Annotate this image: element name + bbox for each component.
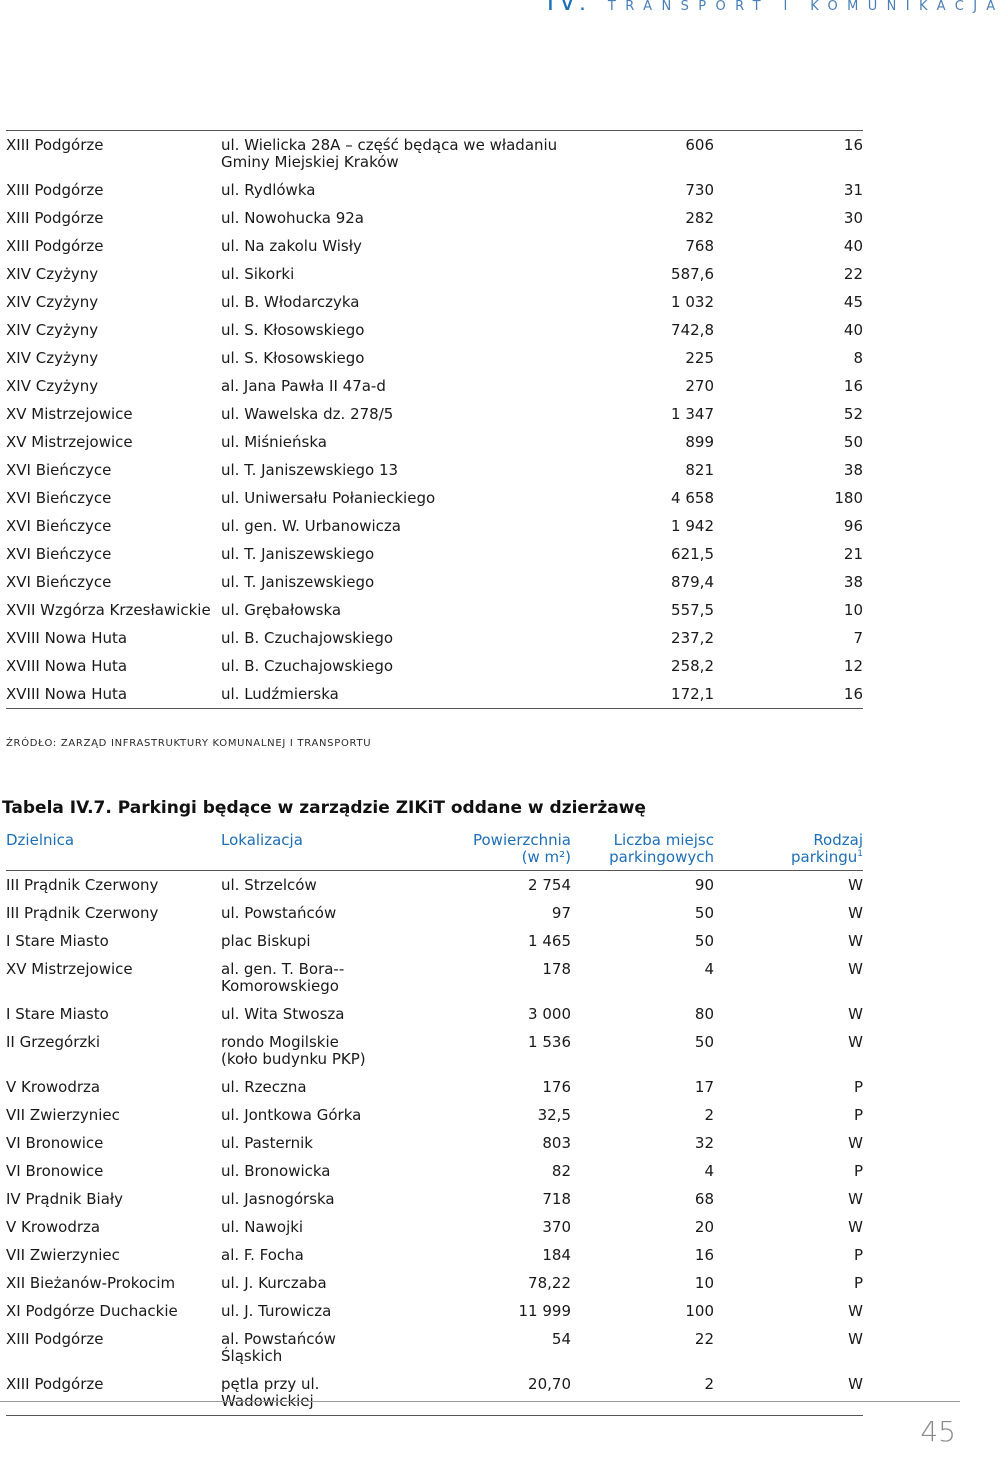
cell-location: ul. Wita Stwosza	[221, 1005, 345, 1023]
cell-area: 32,5	[537, 1106, 571, 1124]
table-caption: Tabela IV.7. Parkingi będące w zarządzie ZIKiT oddane w dzierżawę	[2, 798, 646, 818]
cell-area: 97	[551, 904, 571, 922]
cell-spaces: 50	[694, 932, 714, 950]
cell-spaces: 100	[685, 1302, 714, 1320]
cell-location: ul. Ludźmierska	[221, 680, 571, 709]
cell-district: XVI Bieńczyce	[6, 517, 112, 535]
cell-area: 1 032	[671, 293, 714, 311]
cell-area: 172,1	[571, 680, 714, 709]
cell-spaces: 45	[843, 293, 863, 311]
cell-area: 270	[685, 377, 714, 395]
table-row	[6, 456, 863, 484]
footnote-marker: 1	[857, 849, 863, 859]
cell-area: 258,2	[671, 657, 714, 675]
cell-area: 370	[542, 1218, 571, 1236]
cell-location: ul. T. Janiszewskiego 13	[221, 461, 399, 479]
cell-spaces: 2	[571, 1370, 714, 1416]
page-number: 45	[920, 1415, 956, 1448]
cell-location: rondo Mogilskie (koło budynku PKP)	[221, 1033, 366, 1068]
cell-area: 821	[685, 461, 714, 479]
cell-area: 621,5	[671, 545, 714, 563]
cell-type: W	[848, 1330, 863, 1348]
cell-area: 587,6	[671, 265, 714, 283]
cell-area: 803	[542, 1134, 571, 1152]
cell-area: 1 942	[671, 517, 714, 535]
cell-spaces: 52	[843, 405, 863, 423]
cell-spaces: 40	[843, 237, 863, 255]
cell-spaces: 10	[843, 601, 863, 619]
cell-spaces: 22	[694, 1330, 714, 1348]
header-location: Lokalizacja	[221, 832, 371, 871]
cell-district: XVIII Nowa Huta	[6, 629, 128, 647]
cell-type: P	[853, 1274, 863, 1292]
cell-district: VI Bronowice	[6, 1134, 104, 1152]
cell-district: VII Zwierzyniec	[6, 1246, 120, 1264]
cell-location: ul. Pasternik	[221, 1134, 313, 1152]
table-row	[6, 316, 863, 344]
cell-spaces: 50	[694, 1033, 714, 1051]
cell-area: 11 999	[518, 1302, 571, 1320]
cell-district: I Stare Miasto	[6, 1005, 109, 1023]
cell-spaces: 12	[843, 657, 863, 675]
table-row	[6, 1000, 863, 1028]
cell-district: V Krowodrza	[6, 1078, 101, 1096]
cell-area: 282	[685, 209, 714, 227]
cell-area: 557,5	[671, 601, 714, 619]
table-row	[6, 927, 863, 955]
cell-district: IV Prądnik Biały	[6, 1190, 124, 1208]
cell-area: 899	[685, 433, 714, 451]
cell-spaces: 38	[843, 461, 863, 479]
cell-spaces: 10	[694, 1274, 714, 1292]
table-row	[6, 1185, 863, 1213]
cell-district: XIII Podgórze	[6, 237, 104, 255]
cell-location: ul. Uniwersału Połanieckiego	[221, 489, 436, 507]
cell-district: XVI Bieńczyce	[6, 545, 112, 563]
table-row	[6, 1213, 863, 1241]
cell-type: P	[853, 1078, 863, 1096]
cell-district: XIII Podgórze	[6, 181, 104, 199]
cell-spaces: 30	[843, 209, 863, 227]
table-row	[6, 204, 863, 232]
cell-spaces: 90	[694, 876, 714, 894]
cell-location: ul. Wielicka 28A – część będąca we władaniu Gminy Miejskiej Kraków	[221, 136, 558, 171]
cell-district: XVI Bieńczyce	[6, 573, 112, 591]
table-row	[6, 372, 863, 400]
table-row	[6, 131, 863, 177]
cell-type: W	[848, 960, 863, 978]
cell-district: XVII Wzgórza Krzesławickie	[6, 601, 211, 619]
cell-district: XVI Bieńczyce	[6, 489, 112, 507]
cell-district: XIV Czyżyny	[6, 377, 99, 395]
leased-parking-table	[6, 832, 863, 1416]
cell-location: ul. Jasnogórska	[221, 1190, 335, 1208]
cell-spaces: 7	[853, 629, 863, 647]
cell-area: 178	[542, 960, 571, 978]
cell-location: ul. Powstańców	[221, 904, 337, 922]
running-header	[548, 0, 1005, 20]
table-row	[6, 1028, 863, 1073]
cell-spaces: 22	[843, 265, 863, 283]
cell-location: ul. Rydlówka	[221, 181, 316, 199]
cell-area: 879,4	[671, 573, 714, 591]
cell-spaces: 16	[714, 680, 863, 709]
cell-area: 3 000	[528, 1005, 571, 1023]
cell-district: XVI Bieńczyce	[6, 461, 112, 479]
cell-area: 184	[542, 1246, 571, 1264]
cell-district: XIV Czyżyny	[6, 321, 99, 339]
cell-district: II Grzegórzki	[6, 1033, 101, 1051]
cell-location: ul. S. Kłosowskiego	[221, 349, 365, 367]
cell-location: ul. Nowohucka 92a	[221, 209, 364, 227]
cell-district: XI Podgórze Duchackie	[6, 1302, 178, 1320]
cell-area: 606	[685, 136, 714, 154]
table-row	[6, 568, 863, 596]
cell-district: XV Mistrzejowice	[6, 960, 133, 978]
cell-area: 742,8	[671, 321, 714, 339]
cell-spaces: 2	[704, 1106, 714, 1124]
cell-type: W	[848, 1134, 863, 1152]
cell-area: 1 536	[528, 1033, 571, 1051]
cell-area: 1 465	[528, 932, 571, 950]
table-row	[6, 484, 863, 512]
table-row	[6, 428, 863, 456]
cell-location: al. F. Focha	[221, 1246, 304, 1264]
cell-area: 237,2	[671, 629, 714, 647]
cell-spaces: 50	[843, 433, 863, 451]
table-row	[6, 596, 863, 624]
cell-district: III Prądnik Czerwony	[6, 876, 159, 894]
cell-spaces: 31	[843, 181, 863, 199]
table-row	[6, 1370, 863, 1416]
cell-spaces: 17	[694, 1078, 714, 1096]
cell-type: P	[853, 1162, 863, 1180]
header-area: Powierzchnia (w m²)	[371, 832, 571, 871]
cell-type: W	[848, 1218, 863, 1236]
table-row	[6, 512, 863, 540]
table-row	[6, 288, 863, 316]
cell-area: 4 658	[671, 489, 714, 507]
cell-area: 54	[551, 1330, 571, 1348]
table-row	[6, 1269, 863, 1297]
cell-location: plac Biskupi	[221, 932, 311, 950]
cell-location: ul. Wawelska dz. 278/5	[221, 405, 394, 423]
cell-location: ul. B. Włodarczyka	[221, 293, 360, 311]
table-row	[6, 176, 863, 204]
cell-spaces: 8	[853, 349, 863, 367]
cell-spaces: 21	[843, 545, 863, 563]
table-row	[6, 871, 863, 900]
cell-spaces: 50	[694, 904, 714, 922]
table-row	[6, 652, 863, 680]
cell-area: 20,70	[371, 1370, 571, 1416]
cell-location: ul. Grębałowska	[221, 601, 342, 619]
cell-spaces: 32	[694, 1134, 714, 1152]
cell-spaces: 20	[694, 1218, 714, 1236]
cell-type: W	[848, 876, 863, 894]
table-row	[6, 1073, 863, 1101]
cell-location: ul. gen. W. Urbanowicza	[221, 517, 401, 535]
header-district: Dzielnica	[6, 832, 221, 871]
cell-district: XIV Czyżyny	[6, 349, 99, 367]
cell-area: 2 754	[528, 876, 571, 894]
cell-area: 718	[542, 1190, 571, 1208]
cell-spaces: 4	[704, 1162, 714, 1180]
cell-location: ul. Jontkowa Górka	[221, 1106, 362, 1124]
cell-area: 78,22	[528, 1274, 571, 1292]
cell-district: XV Mistrzejowice	[6, 405, 133, 423]
cell-spaces: 16	[843, 377, 863, 395]
cell-type: W	[848, 1005, 863, 1023]
footer-divider	[0, 1401, 960, 1402]
cell-location: ul. T. Janiszewskiego	[221, 573, 375, 591]
chapter-number: IV.	[548, 0, 595, 14]
cell-type: W	[714, 1370, 863, 1416]
chapter-title: TRANSPORT I KOMUNIKACJA	[607, 0, 1005, 14]
cell-type: W	[848, 1033, 863, 1051]
table-row	[6, 1325, 863, 1370]
table-row	[6, 344, 863, 372]
cell-district: XII Bieżanów-Prokocim	[6, 1274, 176, 1292]
parking-table-continued	[6, 130, 863, 709]
cell-district: III Prądnik Czerwony	[6, 904, 159, 922]
cell-location: al. Jana Pawła II 47a-d	[221, 377, 386, 395]
cell-type: W	[848, 1190, 863, 1208]
cell-area: 730	[685, 181, 714, 199]
table-row	[6, 232, 863, 260]
cell-district: XVIII Nowa Huta	[6, 657, 128, 675]
cell-type: W	[848, 1302, 863, 1320]
cell-district: XV Mistrzejowice	[6, 433, 133, 451]
table-row	[6, 540, 863, 568]
cell-district: I Stare Miasto	[6, 932, 109, 950]
cell-location: ul. Nawojki	[221, 1218, 304, 1236]
cell-location: ul. Miśnieńska	[221, 433, 327, 451]
cell-district: XVIII Nowa Huta	[6, 680, 221, 709]
cell-location: pętla przy ul. Wadowickiej	[221, 1370, 371, 1416]
cell-location: ul. Sikorki	[221, 265, 295, 283]
cell-spaces: 96	[843, 517, 863, 535]
cell-district: XIV Czyżyny	[6, 293, 99, 311]
cell-spaces: 68	[694, 1190, 714, 1208]
cell-location: ul. Rzeczna	[221, 1078, 307, 1096]
cell-location: al. gen. T. Bora--Komorowskiego	[221, 960, 345, 995]
source-note: ŹRÓDŁO: ZARZĄD INFRASTRUKTURY KOMUNALNEJ I TRANSPORTU	[6, 738, 372, 749]
cell-district: XIII Podgórze	[6, 1370, 221, 1416]
cell-area: 176	[542, 1078, 571, 1096]
table-row	[6, 899, 863, 927]
table-row	[6, 1241, 863, 1269]
header-type: Rodzaj parkingu$^1$	[714, 832, 863, 871]
cell-district: V Krowodrza	[6, 1218, 101, 1236]
cell-area: 768	[685, 237, 714, 255]
cell-location: ul. J. Turowicza	[221, 1302, 332, 1320]
cell-district: XIV Czyżyny	[6, 265, 99, 283]
table-row	[6, 400, 863, 428]
table-row	[6, 680, 863, 709]
cell-spaces: 40	[843, 321, 863, 339]
cell-area: 82	[551, 1162, 571, 1180]
cell-district: XIII Podgórze	[6, 1330, 104, 1348]
cell-spaces: 4	[704, 960, 714, 978]
table-row	[6, 1101, 863, 1129]
cell-type: P	[853, 1106, 863, 1124]
cell-spaces: 80	[694, 1005, 714, 1023]
cell-location: ul. Strzelców	[221, 876, 317, 894]
cell-location: al. Powstańców Śląskich	[221, 1330, 336, 1365]
table-row	[6, 624, 863, 652]
cell-location: ul. B. Czuchajowskiego	[221, 657, 394, 675]
table-row	[6, 1297, 863, 1325]
cell-spaces: 16	[843, 136, 863, 154]
cell-location: ul. J. Kurczaba	[221, 1274, 327, 1292]
cell-type: W	[848, 904, 863, 922]
cell-location: ul. Bronowicka	[221, 1162, 331, 1180]
cell-location: ul. Na zakolu Wisły	[221, 237, 362, 255]
cell-type: P	[853, 1246, 863, 1264]
header-spaces: Liczba miejsc parkingowych	[571, 832, 714, 871]
cell-location: ul. T. Janiszewskiego	[221, 545, 375, 563]
cell-district: XIII Podgórze	[6, 136, 104, 154]
table-row	[6, 1157, 863, 1185]
cell-area: 1 347	[671, 405, 714, 423]
table-header-row	[6, 832, 863, 871]
table-row	[6, 955, 863, 1000]
cell-type: W	[848, 932, 863, 950]
cell-spaces: 180	[834, 489, 863, 507]
cell-location: ul. S. Kłosowskiego	[221, 321, 365, 339]
cell-spaces: 16	[694, 1246, 714, 1264]
table-row	[6, 1129, 863, 1157]
table-row	[6, 260, 863, 288]
cell-area: 225	[685, 349, 714, 367]
cell-location: ul. B. Czuchajowskiego	[221, 629, 394, 647]
cell-district: VI Bronowice	[6, 1162, 104, 1180]
cell-spaces: 38	[843, 573, 863, 591]
cell-district: XIII Podgórze	[6, 209, 104, 227]
cell-district: VII Zwierzyniec	[6, 1106, 120, 1124]
